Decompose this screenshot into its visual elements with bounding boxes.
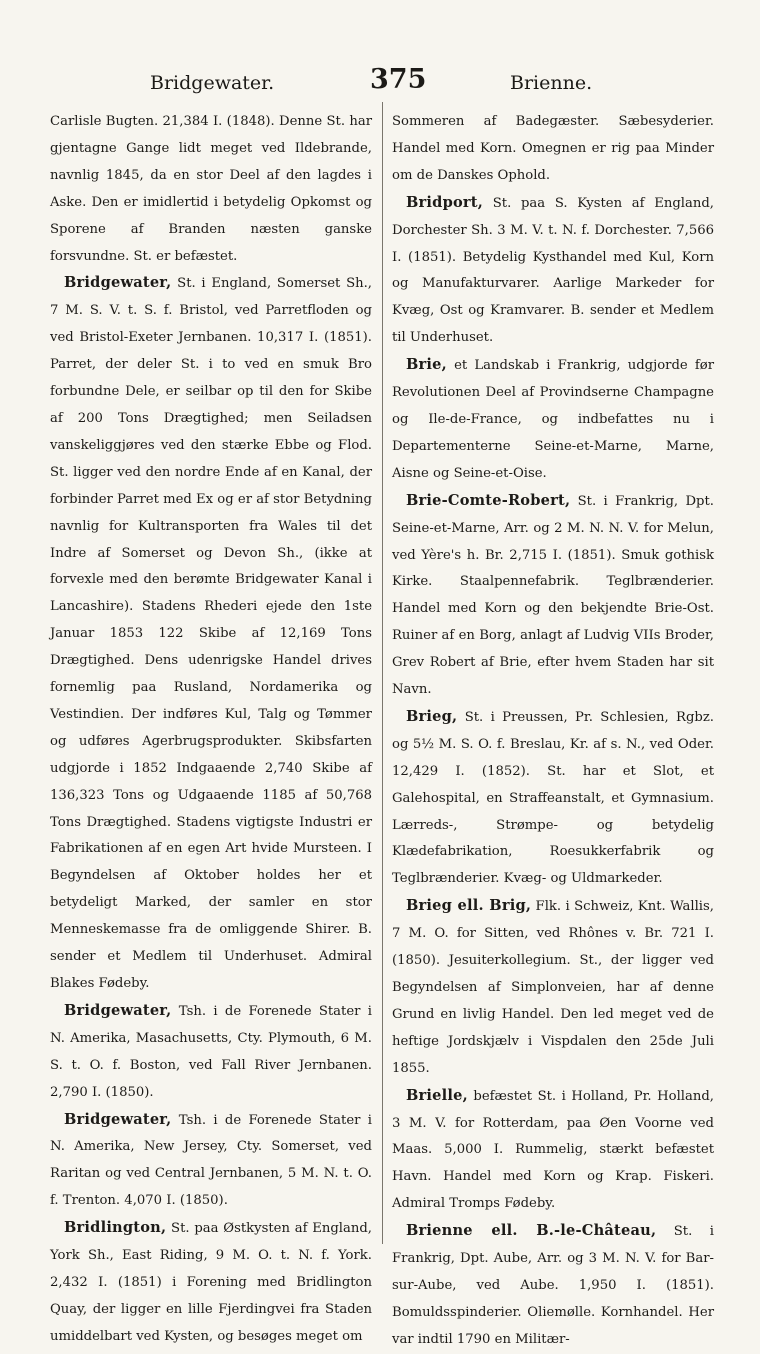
- entry-text: St. paa Østkysten af England, York Sh., East Riding, 9 M. O. t. N. f. York. 2,432 I. (1851) i Forening med Bridlington Quay, der ligger en lille Fjerdingvei fra Staden umiddelbart ved Kysten, og besøges meget om: [50, 1221, 372, 1344]
- entry-text: Sommeren af Badegæster. Sæbesyderier. Handel med Korn. Omegnen er rig paa Minder om de Danskes Ophold.: [392, 114, 714, 183]
- page-number: 375: [370, 64, 427, 95]
- running-header: [40, 64, 730, 108]
- entry-text: et Landskab i Frankrig, udgjorde før Revolutionen Deel af Provindserne Champagne og Ile-de-France, og indbefattes nu i Departementerne Seine-et-Marne, Marne, Aisne og Seine-et-Oise.: [392, 358, 714, 481]
- entry-text: Carlisle Bugten. 21,384 I. (1848). Denne St. har gjentagne Gange lidt meget ved Ildebrande, navnlig 1845, da en stor Deel af den lagdes i Aske. Den er imidlertid i betydelig Opkomst og Sporene af Branden næsten ganske forsvundne. St. er befæstet.: [50, 114, 372, 264]
- entry-headword: Brie,: [406, 356, 447, 374]
- entry-text: befæstet St. i Holland, Pr. Holland, 3 M. V. for Rotterdam, paa Øen Voorne ved Maas. 5,000 I. Rummelig, stærkt befæstet Havn. Handel med Korn og Krap. Fiskeri. Admiral Tromps Fødeby.: [392, 1088, 714, 1212]
- entry: [50, 1107, 372, 1216]
- entry: [50, 1215, 372, 1351]
- entry-headword: Bridport,: [406, 193, 484, 211]
- entry: [392, 352, 714, 488]
- entry: [392, 190, 714, 352]
- entry-headword: Bridlington,: [64, 1219, 167, 1237]
- entry-text: St. i Frankrig, Dpt. Seine-et-Marne, Arr. og 2 M. N. N. V. for Melun, ved Yère's h. Br. 2,715 I. (1851). Smuk gothisk Kirke. Staalpennefabrik. Teglbrænderier. Handel med Korn og den bekjendte Brie-Ost. Ruiner af en Borg, anlagt af Ludvig VIIs Broder, Grev Robert af Brie, efter hvem Staden har sit Navn.: [392, 493, 714, 698]
- column-divider: [382, 102, 383, 1244]
- entry: [392, 108, 714, 190]
- entry-headword: Bridgewater,: [64, 1001, 172, 1019]
- entry: [50, 998, 372, 1107]
- entry-text: Tsh. i de Forenede Stater i N. Amerika, New Jersey, Cty. Somerset, ved Raritan og ved Central Jernbanen, 5 M. N. t. O. f. Trenton. 4,070 I. (1850).: [50, 1112, 372, 1209]
- entry-text: Flk. i Schweiz, Knt. Wallis, 7 M. O. for Sitten, ved Rhônes v. Br. 721 I. (1850). Jesuiterkollegium. St., der ligger ved Begyndelsen af Simplonveien, har af denne Grund en livlig Handel. Den led meget ved de heftige Jordskjælv i Vispdalen den 25de Juli 1855.: [392, 899, 714, 1076]
- entry: [392, 704, 714, 893]
- entry-text: St. paa S. Kysten af England, Dorchester Sh. 3 M. V. t. N. f. Dorchester. 7,566 I. (1851). Betydelig Kysthandel med Kul, Korn og Manufakturvarer. Aarlige Markeder for Kvæg, Ost og Kramvarer. B. sender et Medlem til Underhuset.: [392, 195, 714, 346]
- entry-text: St. i England, Somerset Sh., 7 M. S. V. t. S. f. Bristol, ved Parretfloden og ved Bristol-Exeter Jernbanen. 10,317 I. (1851). Parret, der deler St. i to ved en smuk Bro forbundne Dele, er seilbar op til den for Skibe af 200 Tons Drægtighed; men Seiladsen vanskeliggjøres ved den stærke Ebbe og Flod. St. ligger ved den nordre Ende af en Kanal, der forbinder Parret med Ex og er af stor Betydning navnlig for Kultransporten fra Wales til det Indre af Somerset og Devon Sh., (ikke at forvexle med den berømte Bridgewater Kanal i Lancashire). Stadens Rhederi ejede den 1ste Januar 1853 122 Skibe af 12,169 Tons Drægtighed. Dens udenrigske Handel drives fornemlig paa Rusland, Nordamerika og Vestindien. Der indføres Kul, Talg og Tømmer og udføres Agerbrugsprodukter. Skibsfarten udgjorde i 1852 Indgaaende 2,740 Skibe af 136,323 Tons og Udgaaende 1185 af 50,768 Tons Drægtighed. Stadens vigtigste Industri er Fabrikationen af en egen Art hvide Mursteen. I Begyndelsen af Oktober holdes her et betydeligt Marked, der samler en stor Menneskemasse fra de omliggende Shirer. B. sender et Medlem til Underhuset. Admiral Blakes Fødeby.: [50, 276, 372, 991]
- header-right-catchword: Brienne.: [510, 72, 593, 94]
- entry: [392, 1083, 714, 1219]
- entry-headword: Bridgewater,: [64, 274, 172, 292]
- entry: [50, 108, 372, 270]
- entry: [50, 270, 372, 997]
- entry-headword: Brie-Comte-Robert,: [406, 491, 571, 509]
- entry-text: Tsh. i de Forenede Stater i N. Amerika, Masachusetts, Cty. Plymouth, 6 M. S. t. O. f. Boston, ved Fall River Jernbanen. 2,790 I. (1850).: [50, 1003, 372, 1100]
- entry-headword: Brieg ell. Brig,: [406, 897, 532, 915]
- entry-headword: Brienne ell. B.-le-Château,: [406, 1222, 657, 1240]
- entry-text: St. i Preussen, Pr. Schlesien, Rgbz. og 5½ M. S. O. f. Breslau, Kr. af s. N., ved Oder. 12,429 I. (1852). St. har et Slot, et Galehospital, en Straffeanstalt, et Gymnasium. Lærreds-, Strømpe- og betydelig Klædefabrikation, Roesukkerfabrik og Teglbrænderier. Kvæg- og Uldmarkeder.: [392, 709, 714, 887]
- entry-headword: Bridgewater,: [64, 1110, 172, 1128]
- left-column: [50, 108, 372, 1351]
- right-column: [392, 108, 714, 1354]
- header-left-catchword: Bridgewater.: [150, 72, 275, 94]
- entry-headword: Brielle,: [406, 1086, 468, 1104]
- entry-text: St. i Frankrig, Dpt. Aube, Arr. og 3 M. N. V. for Bar-sur-Aube, ved Aube. 1,950 I. (1851). Bomuldsspinderier. Oliemølle. Kornhandel. Her var indtil 1790 en Militær-: [392, 1224, 715, 1347]
- entry: [392, 488, 714, 704]
- entry: [392, 893, 714, 1082]
- entry: [392, 1218, 714, 1354]
- entry-headword: Brieg,: [406, 707, 458, 725]
